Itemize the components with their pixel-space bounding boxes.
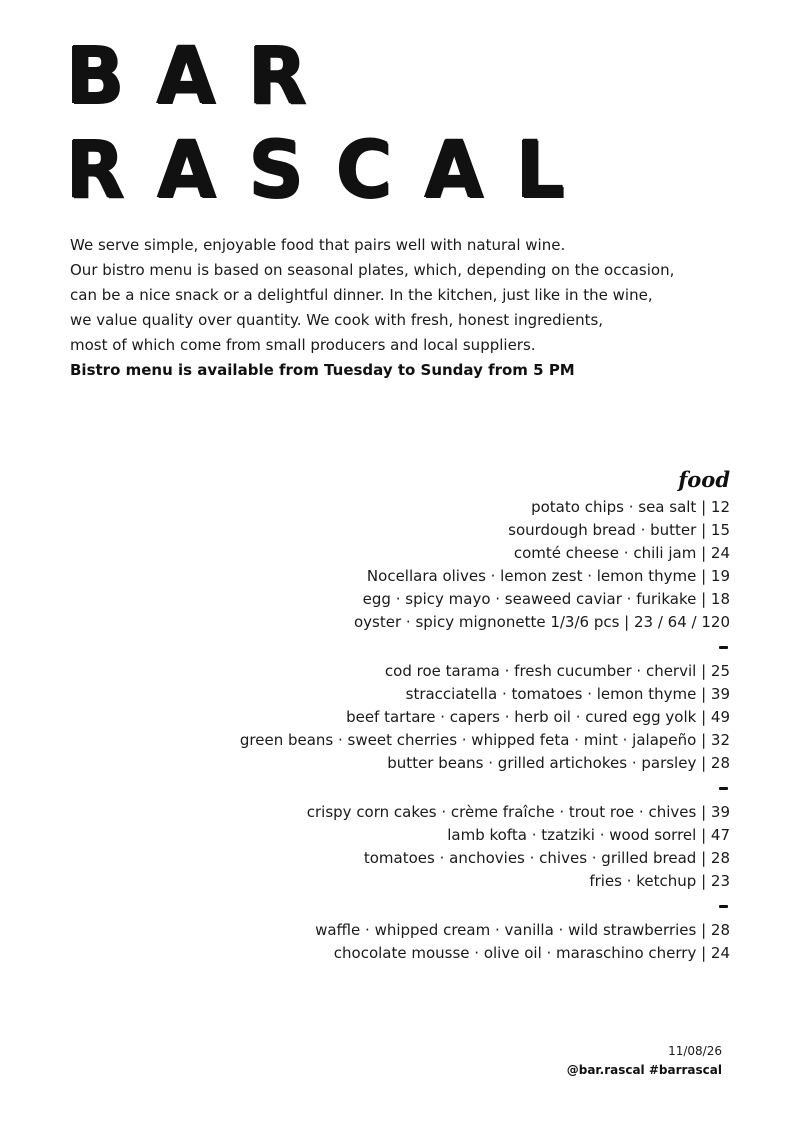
logo [66, 32, 608, 226]
menu-item: green beans · sweet cherries · whipped feta · mint · jalapeño | 32 [239, 731, 730, 749]
social-handle: @bar.rascal #barrascal [566, 1063, 722, 1077]
menu-section-mains [130, 801, 730, 893]
dash-mark [719, 787, 728, 790]
menu-item: comté cheese · chili jam | 24 [513, 544, 730, 562]
section-divider [130, 634, 730, 660]
dash-mark [719, 905, 728, 908]
menu-title: food [678, 467, 730, 492]
footer [567, 1042, 722, 1080]
menu-item: sourdough bread · butter | 15 [508, 521, 730, 539]
menu-date: 11/08/26 [668, 1044, 722, 1058]
menu-section-desserts [130, 919, 730, 965]
menu-item: chocolate mousse · olive oil · maraschino cherry | 24 [333, 944, 730, 962]
intro-text [70, 233, 750, 383]
intro-line: We serve simple, enjoyable food that pairs well with natural wine. [70, 236, 566, 254]
intro-line: can be a nice snack or a delightful dinner. In the kitchen, just like in the wine, [70, 286, 653, 304]
logo-line-bar: BAR [66, 32, 340, 122]
menu-item: cod roe tarama · fresh cucumber · chervil | 25 [384, 662, 730, 680]
menu-item: stracciatella · tomatoes · lemon thyme | 39 [405, 685, 730, 703]
menu-item: butter beans · grilled artichokes · parsley | 28 [387, 754, 730, 772]
menu-item: crispy corn cakes · crème fraîche · trout roe · chives | 39 [306, 803, 730, 821]
section-divider [130, 775, 730, 801]
intro-line: we value quality over quantity. We cook with fresh, honest ingredients, [70, 311, 604, 329]
menu-item: oyster · spicy mignonette 1/3/6 pcs | 23 / 64 / 120 [354, 613, 730, 631]
menu-item: tomatoes · anchovies · chives · grilled bread | 28 [363, 849, 730, 867]
logo-line-rascal: RASCAL [66, 126, 598, 216]
menu-item: fries · ketchup | 23 [589, 872, 730, 890]
section-divider [130, 893, 730, 919]
availability-note: Bistro menu is available from Tuesday to Sunday from 5 PM [70, 361, 575, 379]
food-menu [130, 464, 730, 965]
dash-mark [719, 646, 728, 649]
menu-item: Nocellara olives · lemon zest · lemon thyme | 19 [366, 567, 730, 585]
intro-line: Our bistro menu is based on seasonal plates, which, depending on the occasion, [70, 261, 675, 279]
menu-item: beef tartare · capers · herb oil · cured egg yolk | 49 [346, 708, 730, 726]
intro-line: most of which come from small producers and local suppliers. [70, 336, 536, 354]
menu-item: potato chips · sea salt | 12 [531, 498, 730, 516]
menu-item: lamb kofta · tzatziki · wood sorrel | 47 [447, 826, 730, 844]
menu-section-snacks [130, 496, 730, 634]
menu-item: egg · spicy mayo · seaweed caviar · furikake | 18 [362, 590, 730, 608]
menu-item: waffle · whipped cream · vanilla · wild strawberries | 28 [315, 921, 730, 939]
menu-section-starters [130, 660, 730, 775]
